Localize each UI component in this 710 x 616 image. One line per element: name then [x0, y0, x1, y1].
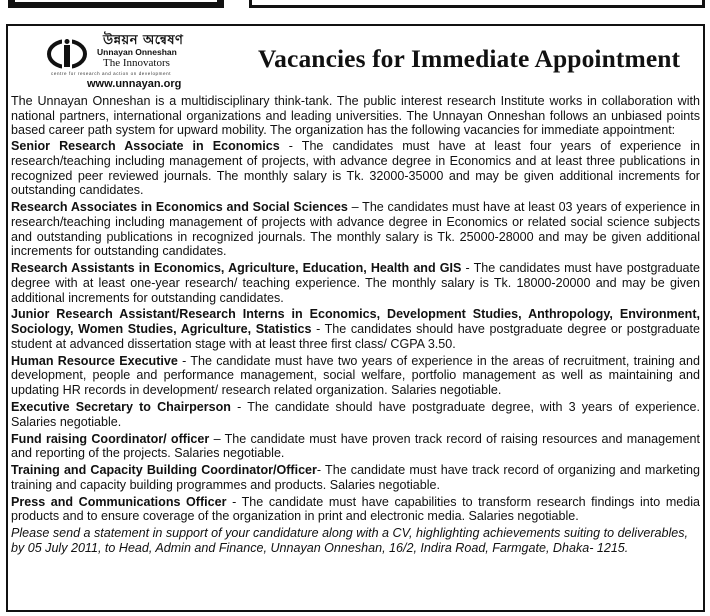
- org-tagline: The Innovators: [103, 57, 170, 69]
- vacancy-title: Press and Communications Officer: [11, 494, 227, 509]
- vacancy-item: [11, 307, 700, 351]
- vacancy-item: [11, 139, 700, 198]
- vacancy-details: – The candidates must have at least 03 years of experience in research/teaching including management of projects with advance degree in Economics or related social science subjects and outstanding publications in recognized journals. The monthly salary is Tk. 25000-28000 and may be given additional increments for outstanding candidates.: [11, 200, 700, 259]
- application-instructions-line1: Please send a statement in support of your candidature along with a CV, highlighting achievements suiting to deliverables,: [11, 526, 689, 541]
- org-logo-mark-icon: [47, 39, 87, 69]
- vacancy-title: Executive Secretary to Chairperson: [11, 400, 231, 414]
- vacancy-details: - The candidates must have at least four years of experience in research/teaching including management of projects, with advance degree in Economics and at least three publications in recognized peer reviewed journals. The monthly salary is Tk. 32000-35000 and may be given additional increments for outstanding candidates.: [11, 139, 700, 198]
- vacancy-item: [11, 261, 700, 305]
- org-bangla-name: উন্নয়ন অন্বেষণ: [103, 33, 184, 48]
- previous-ad-border-left: [8, 0, 224, 8]
- vacancy-item: [11, 463, 700, 492]
- vacancy-title: Senior Research Associate in Economics: [11, 139, 280, 154]
- vacancy-title: Human Resource Executive: [11, 353, 178, 368]
- vacancy-details: - The candidate should have postgraduate degree, with 3 years of experience. Salaries negotiable.: [11, 400, 700, 429]
- intro-paragraph: The Unnayan Onneshan is a multidisciplinary think-tank. The public interest research Institute works in collaboration with national partners, international organizations and leading universities. The Unnayan Onneshan follows an unbiased points based career path system for upward mobility. The organization has the following vacancies for immediate appointment:: [11, 94, 700, 138]
- org-logo: [47, 31, 227, 91]
- vacancy-title: Junior Research Assistant/Research Interns in Economics, Development Studies, Anthropology, Environment, Sociology, Women Studies, Agriculture, Statistics: [11, 307, 700, 337]
- vacancy-details: – The candidate must have proven track record of raising resources and management and reporting of the projects. Salaries negotiable.: [11, 431, 700, 461]
- ad-headline: Vacancies for Immediate Appointment: [258, 44, 681, 73]
- previous-ad-border-right: [249, 0, 705, 8]
- application-instructions-line2: by 05 July 2011, to Head, Admin and Finance, Unnayan Onneshan, 16/2, Indira Road, Farmgate, Dhaka- 1215.: [11, 541, 629, 556]
- vacancy-title: Research Associates in Economics and Social Sciences: [11, 200, 348, 215]
- vacancy-item: [11, 432, 700, 461]
- vacancy-item: [11, 400, 700, 429]
- ad-body: [11, 94, 700, 556]
- vacancy-item: [11, 200, 700, 259]
- org-subline: centre for research and action on development: [51, 71, 172, 76]
- job-advertisement: [6, 24, 705, 612]
- ad-header: [11, 30, 700, 94]
- application-instructions: [11, 526, 700, 555]
- vacancy-details: - The candidates should have postgraduate degree or postgraduate student at advanced dissertation stage with at least three first class/ CGPA 3.50.: [11, 322, 700, 351]
- vacancy-details: - The candidates must have postgraduate degree with at least one-year research/ teaching experience. The monthly salary is Tk. 18000-20000 and may be given additional increments for outstanding candidates.: [11, 261, 700, 305]
- vacancy-title: Fund raising Coordinator/ officer: [11, 431, 210, 446]
- vacancy-item: [11, 354, 700, 398]
- vacancy-item: [11, 495, 700, 524]
- vacancy-title: Training and Capacity Building Coordinator/Officer: [11, 463, 317, 478]
- org-url: www.unnayan.org: [87, 78, 182, 90]
- vacancy-details: - The candidate must have two years of experience in the areas of recruitment, training and development, people and performance management, social welfare, portfolio management as well as maintaining and updating HR records in development/ research related organization. Salaries negotiable.: [11, 353, 700, 398]
- org-name: Unnayan Onneshan: [97, 47, 177, 57]
- vacancy-title: Research Assistants in Economics, Agriculture, Education, Health and GIS: [11, 261, 462, 276]
- vacancy-details: - The candidate must have capabilities to transform research findings into media products and to ensure coverage of the organization in print and electronic media. Salaries negotiable.: [11, 494, 701, 524]
- vacancy-details: - The candidate must have track record of organizing and marketing training and capacity building programmes and products. Salaries negotiable.: [11, 463, 700, 492]
